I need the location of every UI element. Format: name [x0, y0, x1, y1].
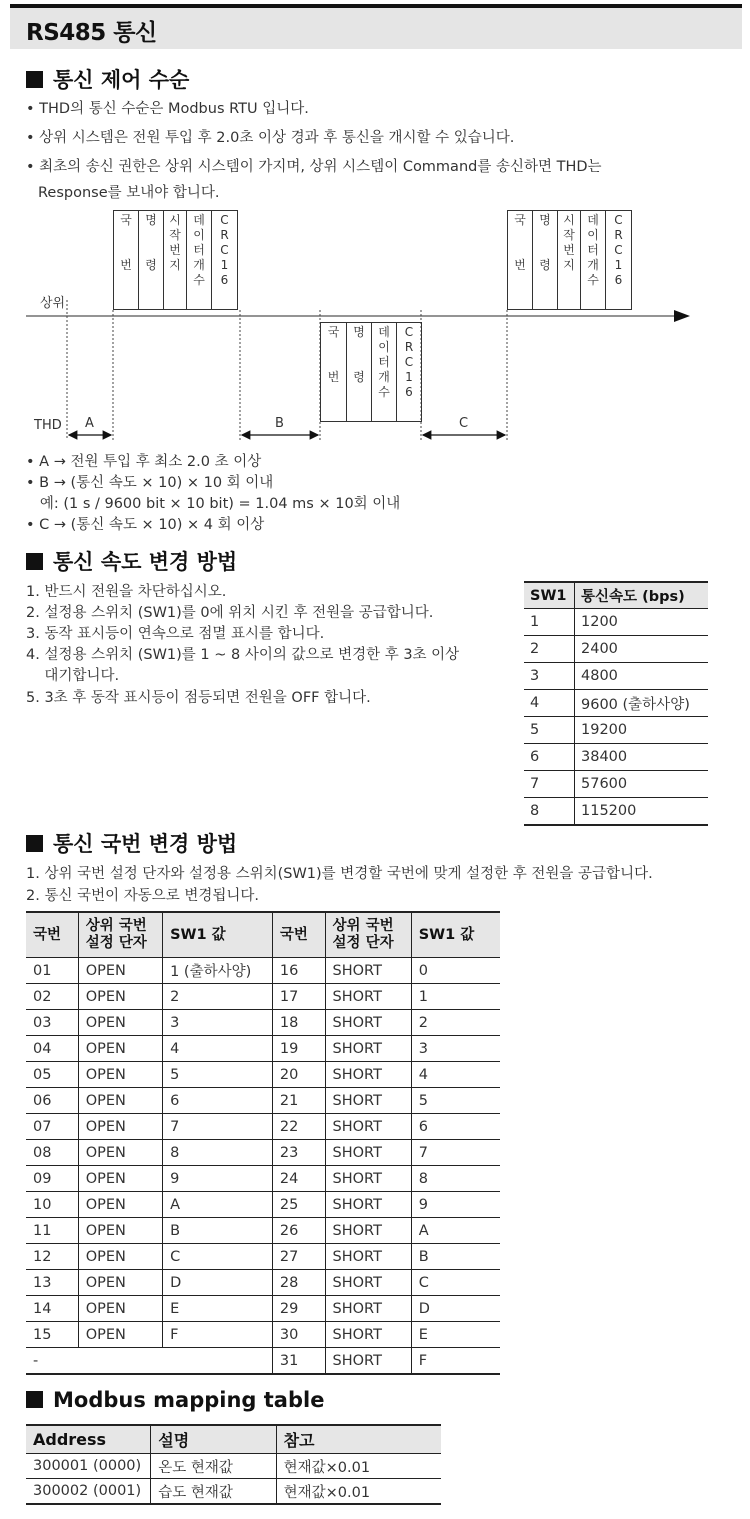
sw1-value: 7	[411, 1140, 500, 1166]
table-row	[26, 1270, 500, 1296]
table-row	[524, 798, 708, 826]
sw1-value: 9	[163, 1166, 273, 1192]
response-frame-field-3: C R C 1 6	[396, 322, 422, 422]
response-frame-field-0: 국 번	[320, 322, 347, 422]
table-row	[26, 1036, 500, 1062]
sw1-value: C	[163, 1244, 273, 1270]
modbus-description: 습도 현재값	[151, 1479, 276, 1505]
sw1-value: 0	[411, 958, 500, 984]
station-no: 17	[272, 984, 325, 1010]
station-no: 28	[272, 1270, 325, 1296]
table-row	[26, 1062, 500, 1088]
sw1-value: 4	[163, 1036, 273, 1062]
address-header-station-no: 국번	[26, 912, 78, 958]
station-no: 21	[272, 1088, 325, 1114]
host-terminal: OPEN	[78, 1296, 162, 1322]
modbus-header-note: 참고	[276, 1425, 441, 1454]
response-frame-field-2: 데 이 터 개 수	[371, 322, 397, 422]
sw1-value: 7	[163, 1114, 273, 1140]
table-row	[524, 690, 708, 717]
table-row	[524, 636, 708, 663]
host-terminal: SHORT	[325, 1088, 411, 1114]
sw1-value: 5	[524, 717, 575, 744]
sw1-value: 4	[411, 1062, 500, 1088]
table-row	[26, 984, 500, 1010]
sw1-value: F	[418, 1352, 428, 1369]
table-row	[26, 1244, 500, 1270]
interval-a-label: A	[85, 416, 94, 431]
baud-rate-value: 19200	[575, 717, 709, 744]
timing-note-2: • B → (통신 속도 × 10) × 10 회 이내	[26, 475, 274, 491]
sw1-value: 6	[411, 1114, 500, 1140]
station-no: 05	[26, 1062, 78, 1088]
host-terminal: SHORT	[325, 1140, 411, 1166]
station-no: 20	[272, 1062, 325, 1088]
host-terminal: OPEN	[78, 1218, 162, 1244]
sw1-value: B	[411, 1244, 500, 1270]
page-title: RS485 통신	[26, 20, 157, 46]
host-terminal: SHORT	[325, 1114, 411, 1140]
host-terminal: SHORT	[325, 1218, 411, 1244]
sw1-value: 1	[411, 984, 500, 1010]
sw1-value: 3	[524, 663, 575, 690]
station-no: 08	[26, 1140, 78, 1166]
host-terminal: OPEN	[78, 1270, 162, 1296]
table-row	[26, 1296, 500, 1322]
command-frame-2-field-0: 국 번	[507, 210, 533, 310]
station-no: 30	[272, 1322, 325, 1348]
table-row	[26, 1114, 500, 1140]
speed-step-2: 2. 설정용 스위치 (SW1)를 0에 위치 시킨 후 전원을 공급합니다.	[26, 605, 434, 621]
station-no: 14	[26, 1296, 78, 1322]
section-title-speed: 통신 속도 변경 방법	[26, 546, 237, 576]
sw1-value: 2	[524, 636, 575, 663]
station-no: 29	[272, 1296, 325, 1322]
sw1-value: B	[163, 1218, 273, 1244]
baud-rate-value: 115200	[581, 803, 637, 819]
modbus-header-description: 설명	[151, 1425, 276, 1454]
response-frame-field-1: 명 령	[346, 322, 372, 422]
speed-table	[524, 581, 708, 826]
axis-arrow-icon	[674, 310, 690, 322]
baud-rate-value: 38400	[575, 744, 709, 771]
thd-label: THD	[34, 418, 62, 433]
station-no: 03	[26, 1010, 78, 1036]
sw1-value: A	[411, 1218, 500, 1244]
speed-step-4: 4. 설정용 스위치 (SW1)를 1 ~ 8 사이의 값으로 변경한 후 3초 이상	[26, 647, 460, 663]
table-row	[524, 771, 708, 798]
host-terminal: OPEN	[78, 984, 162, 1010]
sw1-value: 2	[411, 1010, 500, 1036]
host-label: 상위	[40, 296, 66, 311]
interval-c-label: C	[459, 416, 469, 431]
sw1-value: D	[411, 1296, 500, 1322]
host-terminal: OPEN	[78, 958, 162, 984]
command-frame-2-field-4: C R C 1 6	[605, 210, 632, 310]
modbus-header-address: Address	[26, 1425, 151, 1454]
speed-step-5: 대기합니다.	[26, 668, 120, 684]
command-frame-2-field-3: 데 이 터 개 수	[580, 210, 606, 310]
station-no: 31	[272, 1348, 325, 1375]
table-row	[26, 1454, 441, 1479]
host-terminal: OPEN	[78, 1140, 162, 1166]
sw1-value: 5	[163, 1062, 273, 1088]
table-row	[26, 1479, 441, 1505]
host-terminal	[78, 1348, 162, 1375]
sw1-value: D	[163, 1270, 273, 1296]
sw1-value: A	[163, 1192, 273, 1218]
host-terminal: SHORT	[325, 1270, 411, 1296]
host-terminal: OPEN	[78, 1244, 162, 1270]
station-no: 25	[272, 1192, 325, 1218]
timing-note-1: • A → 전원 투입 후 최소 2.0 초 이상	[26, 454, 262, 470]
sw1-value: 6	[163, 1088, 273, 1114]
address-header-sw1-value: SW1 값	[163, 912, 273, 958]
host-terminal: OPEN	[78, 1062, 162, 1088]
sw1-value: E	[163, 1296, 273, 1322]
host-terminal: OPEN	[78, 1088, 162, 1114]
modbus-description: 온도 현재값	[151, 1454, 276, 1479]
station-no: 07	[26, 1114, 78, 1140]
host-terminal: OPEN	[78, 1114, 162, 1140]
table-row	[26, 1192, 500, 1218]
section-title-address: 통신 국번 변경 방법	[26, 828, 237, 858]
sw1-value: 8	[524, 798, 575, 826]
table-row	[26, 1322, 500, 1348]
address-header-sw1-value: SW1 값	[411, 912, 500, 958]
control-bullet-3: • 최초의 송신 권한은 상위 시스템이 가지며, 상위 시스템이 Command를 송신하면 THD는	[26, 159, 602, 175]
table-row	[26, 1010, 500, 1036]
host-terminal: OPEN	[78, 1010, 162, 1036]
sw1-value: 3	[411, 1036, 500, 1062]
sw1-value: 8	[163, 1140, 273, 1166]
table-row	[524, 663, 708, 690]
table-row	[524, 744, 708, 771]
table-row	[26, 1348, 500, 1375]
host-terminal: SHORT	[325, 1010, 411, 1036]
sw1-value: 7	[524, 771, 575, 798]
host-terminal: SHORT	[325, 984, 411, 1010]
control-bullet-2: • 상위 시스템은 전원 투입 후 2.0초 이상 경과 후 통신을 개시할 수 있습니다.	[26, 130, 515, 146]
station-no: 11	[26, 1218, 78, 1244]
sw1-value: F	[163, 1322, 273, 1348]
modbus-address: 300002 (0001)	[26, 1479, 151, 1505]
speed-step-1: 1. 반드시 전원을 차단하십시오.	[26, 584, 227, 600]
sw1-value: C	[411, 1270, 500, 1296]
speed-header-sw1: SW1	[524, 582, 575, 609]
sw1-value: 1	[524, 609, 575, 636]
station-no: 01	[26, 958, 78, 984]
station-no: 04	[26, 1036, 78, 1062]
host-terminal: SHORT	[325, 1192, 411, 1218]
host-terminal: SHORT	[325, 1322, 411, 1348]
command-frame-1-field-1: 명 령	[138, 210, 164, 310]
table-row	[524, 717, 708, 744]
baud-rate-value: 1200	[575, 609, 709, 636]
table-row	[26, 1218, 500, 1244]
control-bullet-3-cont: Response를 보내야 합니다.	[38, 185, 220, 201]
command-frame-1-field-0: 국 번	[113, 210, 139, 310]
command-frame-2-field-2: 시 작 번 지	[557, 210, 581, 310]
baud-rate-value: 2400	[575, 636, 709, 663]
host-terminal: SHORT	[325, 958, 411, 984]
address-table	[26, 911, 500, 1375]
address-header-station-no: 국번	[272, 912, 325, 958]
host-terminal: SHORT	[325, 1244, 411, 1270]
table-row	[26, 1166, 500, 1192]
section-title-modbus: Modbus mapping table	[26, 1388, 324, 1412]
station-no: 19	[272, 1036, 325, 1062]
baud-rate-value: 4800	[575, 663, 709, 690]
sw1-value: 4	[524, 690, 575, 717]
station-no: 26	[272, 1218, 325, 1244]
station-no: 18	[272, 1010, 325, 1036]
station-no: 06	[26, 1088, 78, 1114]
sw1-value: 6	[524, 744, 575, 771]
table-row	[26, 958, 500, 984]
address-header-host-terminal: 상위 국번 설정 단자	[78, 912, 162, 958]
square-bullet-icon	[26, 553, 43, 570]
station-no: 09	[26, 1166, 78, 1192]
host-terminal: SHORT	[325, 1296, 411, 1322]
sw1-value: E	[411, 1322, 500, 1348]
address-step-2: 2. 통신 국번이 자동으로 변경됩니다.	[26, 888, 259, 904]
host-terminal: OPEN	[78, 1036, 162, 1062]
command-frame-1-field-4: C R C 1 6	[211, 210, 238, 310]
sw1-value	[163, 1348, 273, 1375]
section-title-control: 통신 제어 수순	[26, 64, 189, 94]
station-no: 13	[26, 1270, 78, 1296]
speed-step-6: 5. 3초 후 동작 표시등이 점등되면 전원을 OFF 합니다.	[26, 690, 371, 706]
command-frame-2-field-1: 명 령	[532, 210, 558, 310]
square-bullet-icon	[26, 835, 43, 852]
host-terminal: SHORT	[325, 1166, 411, 1192]
station-no: 27	[272, 1244, 325, 1270]
baud-rate-value: 57600	[575, 771, 709, 798]
table-row	[524, 609, 708, 636]
timing-note-3: 예: (1 s / 9600 bit × 10 bit) = 1.04 ms × 10회 이내	[26, 496, 401, 512]
baud-rate-value: 9600 (출하사양)	[575, 690, 709, 717]
sw1-value: 9	[411, 1192, 500, 1218]
station-no: -	[33, 1352, 39, 1369]
speed-header-bps: 통신속도 (bps)	[575, 582, 709, 609]
speed-step-3: 3. 동작 표시등이 연속으로 점멸 표시를 합니다.	[26, 626, 325, 642]
modbus-address: 300001 (0000)	[26, 1454, 151, 1479]
station-no: 23	[272, 1140, 325, 1166]
sw1-value: 2	[163, 984, 273, 1010]
modbus-table	[26, 1424, 441, 1505]
station-no: 24	[272, 1166, 325, 1192]
station-no: 12	[26, 1244, 78, 1270]
modbus-note: 현재값×0.01	[283, 1484, 371, 1501]
station-no: 02	[26, 984, 78, 1010]
modbus-note: 현재값×0.01	[276, 1454, 441, 1479]
address-step-1: 1. 상위 국번 설정 단자와 설정용 스위치(SW1)를 변경할 국번에 맞게 설정한 후 전원을 공급합니다.	[26, 866, 653, 882]
sw1-value: 5	[411, 1088, 500, 1114]
table-row	[26, 1140, 500, 1166]
station-no: 22	[272, 1114, 325, 1140]
table-row	[26, 1088, 500, 1114]
square-bullet-icon	[26, 1391, 43, 1408]
station-no: 15	[26, 1322, 78, 1348]
host-terminal: SHORT	[325, 1348, 411, 1375]
sw1-value: 1 (출하사양)	[163, 958, 273, 984]
sw1-value: 3	[163, 1010, 273, 1036]
command-frame-1-field-3: 데 이 터 개 수	[186, 210, 212, 310]
address-header-host-terminal: 상위 국번 설정 단자	[325, 912, 411, 958]
host-terminal: SHORT	[325, 1036, 411, 1062]
timing-note-4: • C → (통신 속도 × 10) × 4 회 이상	[26, 517, 265, 533]
host-terminal: SHORT	[325, 1062, 411, 1088]
interval-b-label: B	[275, 416, 284, 431]
sw1-value: 8	[411, 1166, 500, 1192]
station-no: 16	[272, 958, 325, 984]
control-bullet-1: • THD의 통신 수순은 Modbus RTU 입니다.	[26, 101, 309, 117]
host-terminal: OPEN	[78, 1322, 162, 1348]
host-terminal: OPEN	[78, 1166, 162, 1192]
command-frame-1-field-2: 시 작 번 지	[163, 210, 187, 310]
station-no: 10	[26, 1192, 78, 1218]
host-terminal: OPEN	[78, 1192, 162, 1218]
